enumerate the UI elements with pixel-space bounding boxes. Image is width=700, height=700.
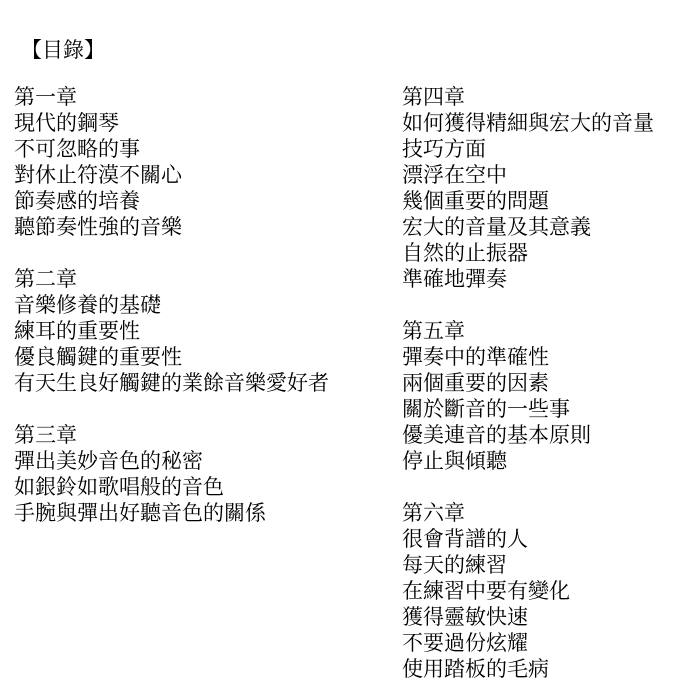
toc-item: 優美連音的基本原則: [402, 424, 591, 447]
chapter-3-heading: 第三章: [14, 424, 77, 447]
toc-item: 對休止符漠不關心: [14, 164, 182, 187]
toc-item: 兩個重要的因素: [402, 372, 549, 395]
toc-item: 手腕與彈出好聽音色的關係: [14, 502, 266, 525]
toc-item: 節奏感的培養: [14, 190, 140, 213]
chapter-1-heading: 第一章: [14, 86, 77, 109]
toc-item: 每天的練習: [402, 554, 507, 577]
chapter-1-section: [14, 85, 396, 241]
toc-item: 如銀鈴如歌唱般的音色: [14, 476, 224, 499]
toc-item: 漂浮在空中: [402, 164, 507, 187]
toc-item: 不要過份炫耀: [402, 632, 528, 655]
toc-item: 使用踏板的毛病: [402, 658, 549, 681]
toc-item: 獲得靈敏快速: [402, 606, 528, 629]
toc-item: 彈奏中的準確性: [402, 346, 549, 369]
toc-item: 準確地彈奏: [402, 268, 507, 291]
chapter-2-heading: 第二章: [14, 268, 77, 291]
toc-item: 自然的止振器: [402, 242, 528, 265]
chapter-4-heading: 第四章: [402, 86, 465, 109]
chapter-4-section: [402, 85, 694, 293]
toc-item: 關於斷音的一些事: [402, 398, 570, 421]
toc-item: 技巧方面: [402, 138, 486, 161]
toc-item: 練耳的重要性: [14, 320, 140, 343]
toc-item: 不可忽略的事: [14, 138, 140, 161]
toc-item: 優良觸鍵的重要性: [14, 346, 182, 369]
toc-item: 音樂修養的基礎: [14, 294, 161, 317]
toc-column-right: [402, 85, 694, 700]
toc-item: 停止與傾聽: [402, 450, 507, 473]
toc-item: 幾個重要的問題: [402, 190, 549, 213]
chapter-5-heading: 第五章: [402, 320, 465, 343]
toc-item: 現代的鋼琴: [14, 112, 119, 135]
page-title: 【目錄】: [21, 39, 105, 62]
chapter-6-heading: 第六章: [402, 502, 465, 525]
chapter-2-section: [14, 267, 396, 397]
chapter-6-section: [402, 501, 694, 683]
toc-item: 宏大的音量及其意義: [402, 216, 591, 239]
toc-column-left: [14, 85, 396, 553]
toc-item: 在練習中要有變化: [402, 580, 570, 603]
toc-item: 很會背譜的人: [402, 528, 528, 551]
chapter-5-section: [402, 319, 694, 475]
chapter-3-section: [14, 423, 396, 527]
toc-item: 聽節奏性強的音樂: [14, 216, 182, 239]
toc-item: 彈出美妙音色的秘密: [14, 450, 203, 473]
toc-item: 有天生良好觸鍵的業餘音樂愛好者: [14, 372, 329, 395]
toc-item: 如何獲得精細與宏大的音量: [402, 112, 654, 135]
